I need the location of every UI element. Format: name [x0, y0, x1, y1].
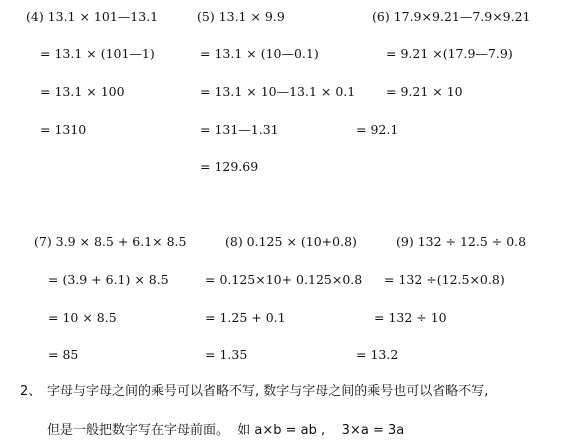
problem-9-result: = 13.2: [356, 347, 399, 362]
problem-8-statement: (8) 0.125 × (10+0.8): [225, 234, 357, 249]
problem-9-step-2: = 132 ÷ 10: [374, 310, 447, 325]
problem-5-step-2: = 13.1 × 10—13.1 × 0.1: [200, 84, 356, 99]
problem-7-statement: (7) 3.9 × 8.5 + 6.1× 8.5: [34, 234, 187, 249]
problem-5-statement: (5) 13.1 × 9.9: [197, 9, 285, 24]
problem-5-step-3: = 131—1.31: [200, 122, 279, 137]
note-number: 2、: [20, 384, 42, 399]
problem-4-statement: (4) 13.1 × 101—13.1: [26, 9, 159, 24]
problem-7-step-1: = (3.9 + 6.1) × 8.5: [48, 272, 169, 287]
problem-6-step-1: = 9.21 ×(17.9—7.9): [386, 46, 513, 61]
problem-5-result: = 129.69: [200, 159, 259, 174]
problem-7-step-2: = 10 × 8.5: [48, 310, 117, 325]
problem-7-result: = 85: [48, 347, 79, 362]
problem-5-step-1: = 13.1 × (10—0.1): [200, 46, 319, 61]
problem-4-step-1: = 13.1 × (101—1): [40, 46, 155, 61]
problem-6-statement: (6) 17.9×9.21—7.9×9.21: [372, 9, 531, 24]
problem-8-step-2: = 1.25 + 0.1: [205, 310, 286, 325]
problem-9-statement: (9) 132 ÷ 12.5 ÷ 0.8: [396, 234, 527, 249]
note-line-1: 字母与字母之间的乘号可以省略不写, 数字与字母之间的乘号也可以省略不写,: [47, 384, 489, 399]
problem-4-step-2: = 13.1 × 100: [40, 84, 125, 99]
problem-8-step-1: = 0.125×10+ 0.125×0.8: [205, 272, 363, 287]
note-line-2: 但是一般把数字写在字母前面。 如 a×b = ab , 3×a = 3a: [47, 423, 405, 438]
problem-4-result: = 1310: [40, 122, 87, 137]
problem-6-result: = 92.1: [356, 122, 399, 137]
problem-9-step-1: = 132 ÷(12.5×0.8): [384, 272, 505, 287]
problem-8-result: = 1.35: [205, 347, 248, 362]
problem-6-step-2: = 9.21 × 10: [386, 84, 463, 99]
